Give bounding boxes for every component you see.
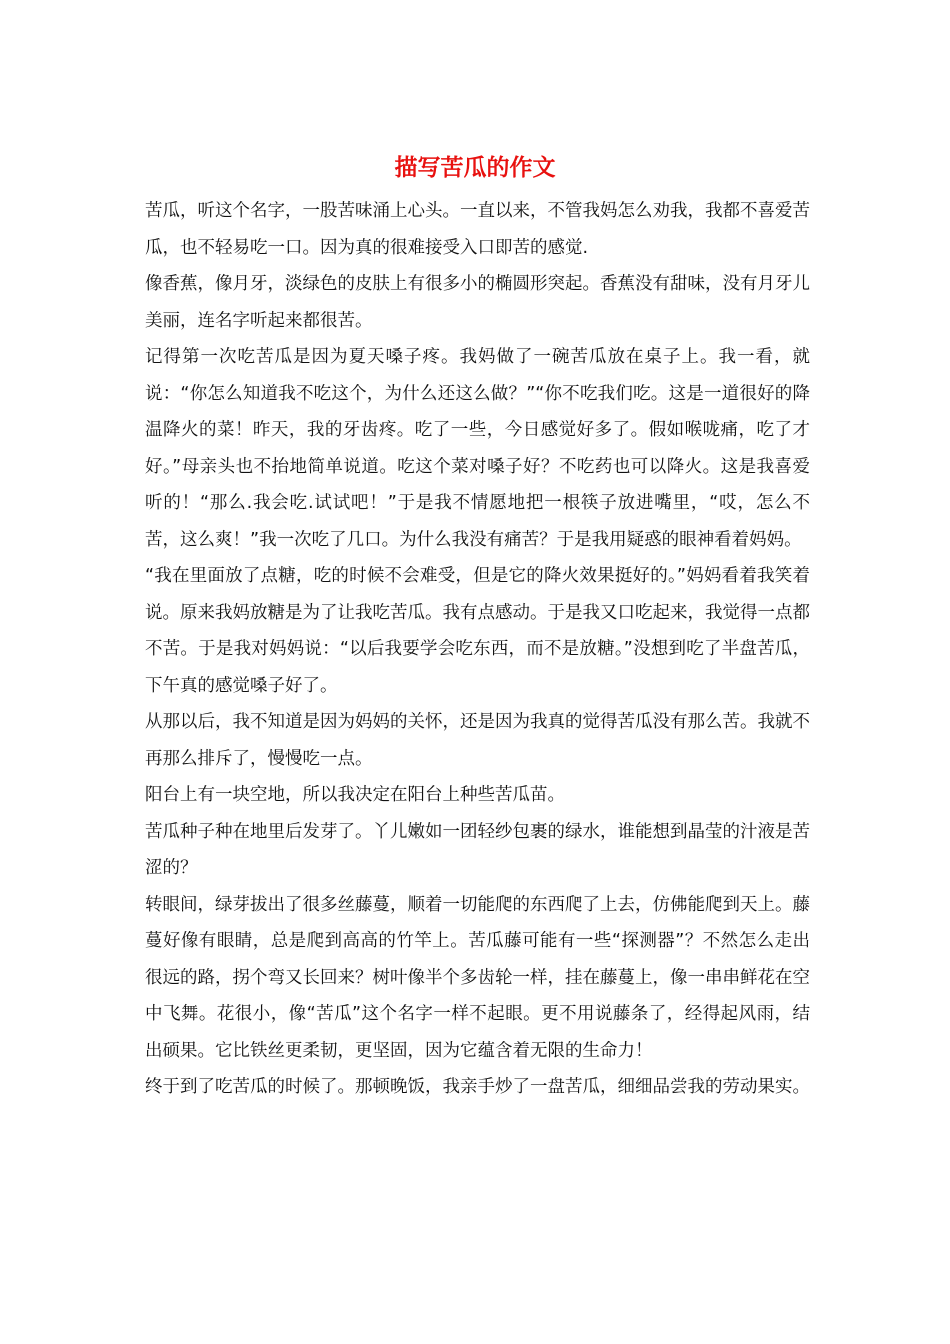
paragraph-6: 阳台上有一块空地，所以我决定在阳台上种些苦瓜苗。 [145, 785, 565, 805]
document-title: 描写苦瓜的作文 [394, 154, 556, 181]
paragraph-2: 像香蕉，像月牙，淡绿色的皮肤上有很多小的椭圆形突起。香蕉没有甜味，没有月牙儿美丽，连名字听起来都很苦。 [145, 274, 810, 331]
document-body [145, 193, 810, 1106]
paragraph-3: 记得第一次吃苦瓜是因为夏天嗓子疼。我妈做了一碗苦瓜放在桌子上。我一看，就说：“你怎么知道我不吃这个，为什么还这么做？”“你不吃我们吃。这是一道很好的降温降火的菜！昨天，我的牙齿疼。吃了一些，今日感觉好多了。假如喉咙痛，吃了才好。”母亲头也不抬地简单说道。吃这个菜对嗓子好？不吃药也可以降火。这是我喜爱听的！“那么.我会吃.试试吧！”于是我不情愿地把一根筷子放进嘴里，“哎，怎么不苦，这么爽！”我一次吃了几口。为什么我没有痛苦？于是我用疑惑的眼神看着妈妈。 [145, 347, 810, 550]
paragraph-4: “我在里面放了点糖，吃的时候不会难受，但是它的降火效果挺好的。”妈妈看着我笑着说。原来我妈放糖是为了让我吃苦瓜。我有点感动。于是我又口吃起来，我觉得一点都不苦。于是我对妈妈说：“以后我要学会吃东西，而不是放糖。”没想到吃了半盘苦瓜，下午真的感觉嗓子好了。 [145, 566, 810, 696]
paragraph-5: 从那以后，我不知道是因为妈妈的关怀，还是因为我真的觉得苦瓜没有那么苦。我就不再那么排斥了，慢慢吃一点。 [145, 712, 810, 769]
paragraph-7: 苦瓜种子种在地里后发芽了。丫儿嫩如一团轻纱包裹的绿水，谁能想到晶莹的汁液是苦涩的？ [145, 821, 810, 878]
paragraph-1: 苦瓜，听这个名字，一股苦味涌上心头。一直以来，不管我妈怎么劝我，我都不喜爱苦瓜，也不轻易吃一口。因为真的很难接受入口即苦的感觉. [145, 201, 810, 258]
paragraph-8: 转眼间，绿芽拔出了很多丝藤蔓，顺着一切能爬的东西爬了上去，仿佛能爬到天上。藤蔓好像有眼睛，总是爬到高高的竹竿上。苦瓜藤可能有一些“探测器”？不然怎么走出很远的路，拐个弯又长回来？树叶像半个多齿轮一样，挂在藤蔓上，像一串串鲜花在空中飞舞。花很小，像“苦瓜”这个名字一样不起眼。更不用说藤条了，经得起风雨，结出硕果。它比铁丝更柔韧，更坚固，因为它蕴含着无限的生命力！ [145, 894, 810, 1061]
paragraph-9: 终于到了吃苦瓜的时候了。那顿晚饭，我亲手炒了一盘苦瓜，细细品尝我的劳动果实。 [145, 1077, 810, 1097]
